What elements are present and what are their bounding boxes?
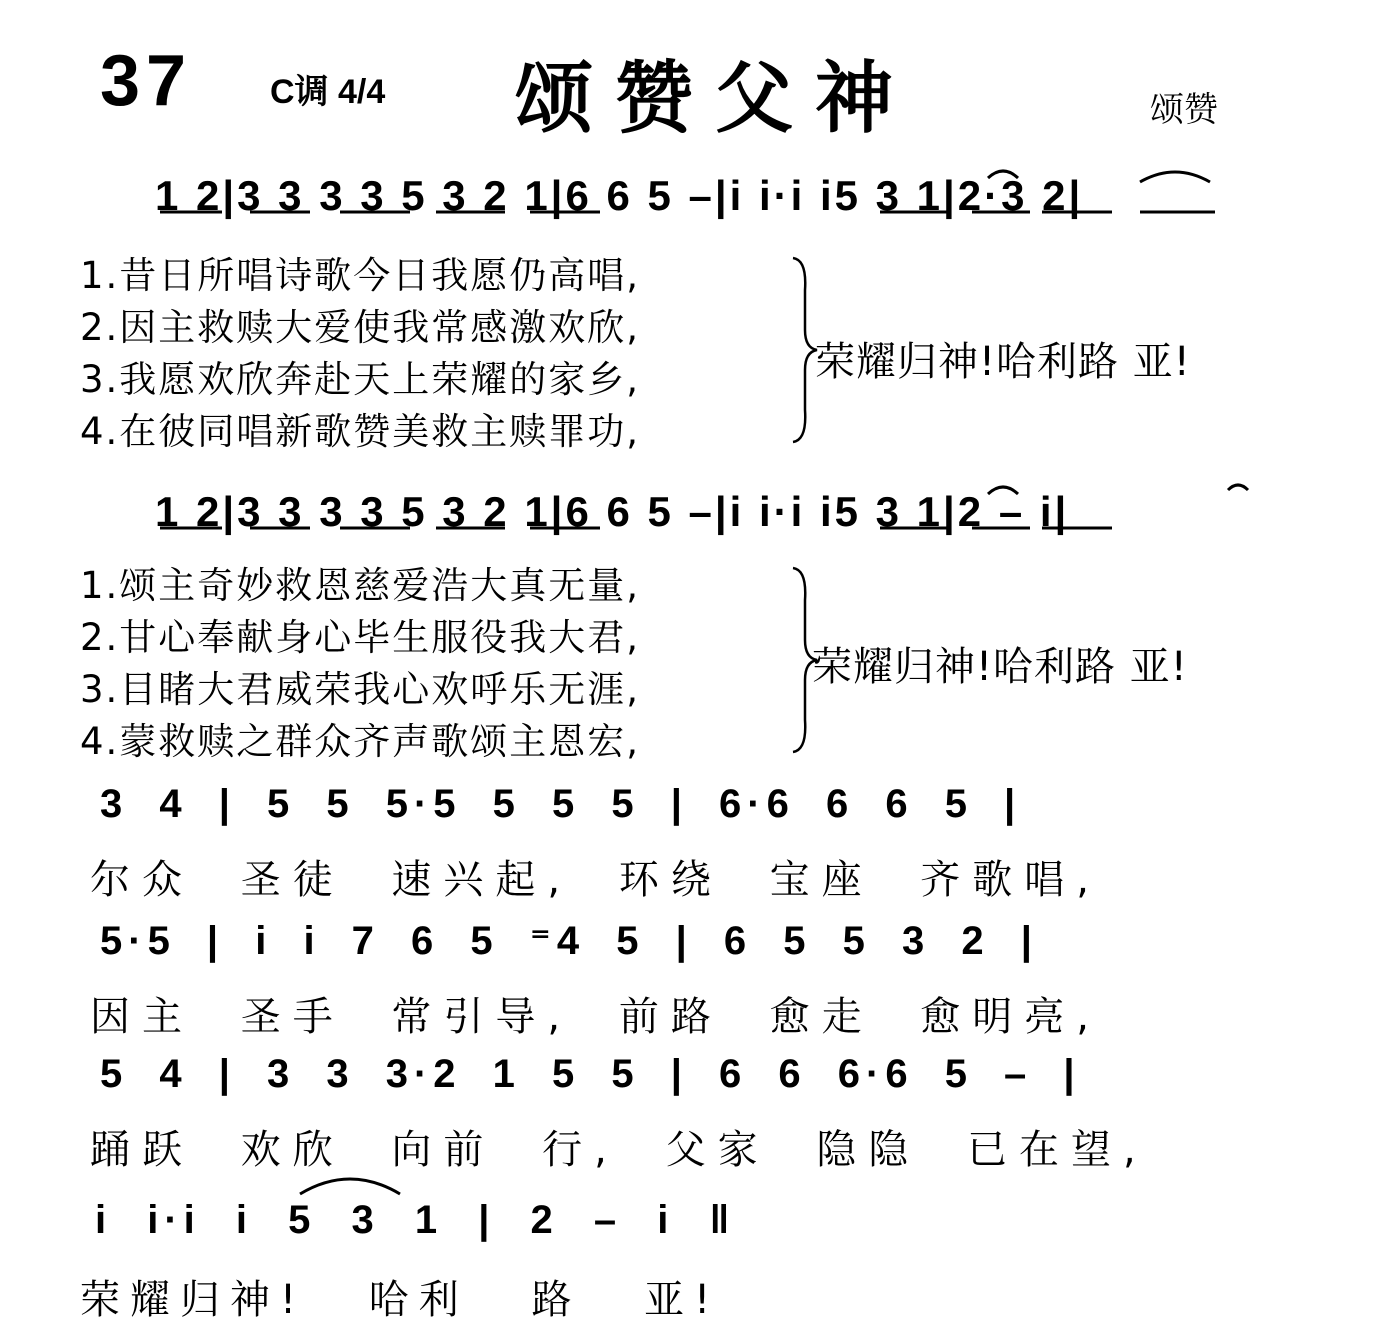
page-title: 颂赞父神 [515,54,916,144]
verse-2-line-1: 1.颂主奇妙救恩慈爱浩大真无量, [80,564,641,607]
chorus-lyrics-4: 荣耀归神! 哈利 路 亚! [80,1277,721,1323]
verse-1-line-3: 3.我愿欢欣奔赴天上荣耀的家乡, [80,358,641,401]
notation-marks-1 [0,160,1300,220]
category-label: 颂赞 [1150,90,1218,130]
verse-1-line-4: 4.在彼同唱新歌赞美救主赎罪功, [80,410,641,453]
hymn-number: 37 [100,41,193,121]
chorus-notation-3: 5 4 | 3 3 3·2 1 5 5 | 6 6 6·6 5 – | [100,1052,1081,1096]
chorus-slur-4 [290,1164,490,1204]
chorus-notation-1: 3 4 | 5 5 5·5 5 5 5 | 6·6 6 6 5 | [100,782,1022,826]
chorus-notation-2: 5·5 | i i 7 6 5 ⁼4 5 | 6 5 5 3 2 | [100,919,1038,963]
verse-2-line-4: 4.蒙救赎之群众齐声歌颂主恩宏, [80,720,641,763]
chorus-notation-4: i i·i i 5 3 1 | 2 – i ‖ [95,1198,736,1242]
notation-line-1: 1 2|3 3 3 3 5 3 2 1|6 6 5 –|i i·i i5 3 1|2·3 2| [155,172,1084,219]
chorus-lyrics-3: 踊跃 欢欣 向前 行, 父家 隐隐 已在望, [90,1127,1148,1173]
chorus-lyrics-2: 因主 圣手 常引导, 前路 愈走 愈明亮, [90,994,1102,1040]
notation-marks-2 [0,476,1300,536]
chorus-lyrics-1: 尔众 圣徒 速兴起, 环绕 宝座 齐歌唱, [90,857,1102,903]
verse-1-line-2: 2.因主救赎大爱使我常感激欢欣, [80,306,641,349]
verse-2-line-3: 3.目睹大君威荣我心欢呼乐无涯, [80,668,641,711]
notation-line-2: 1 2|3 3 3 3 5 3 2 1|6 6 5 –|i i·i i5 3 1|2 – i| [155,488,1070,535]
verse-2-line-2: 2.甘心奉献身心毕生服役我大君, [80,616,641,659]
refrain-2: 荣耀归神!哈利路 亚! [812,644,1188,690]
verse-1-line-1: 1.昔日所唱诗歌今日我愿仍高唱, [80,254,641,297]
refrain-1: 荣耀归神!哈利路 亚! [815,339,1191,385]
key-meter: C调 4/4 [270,73,386,111]
